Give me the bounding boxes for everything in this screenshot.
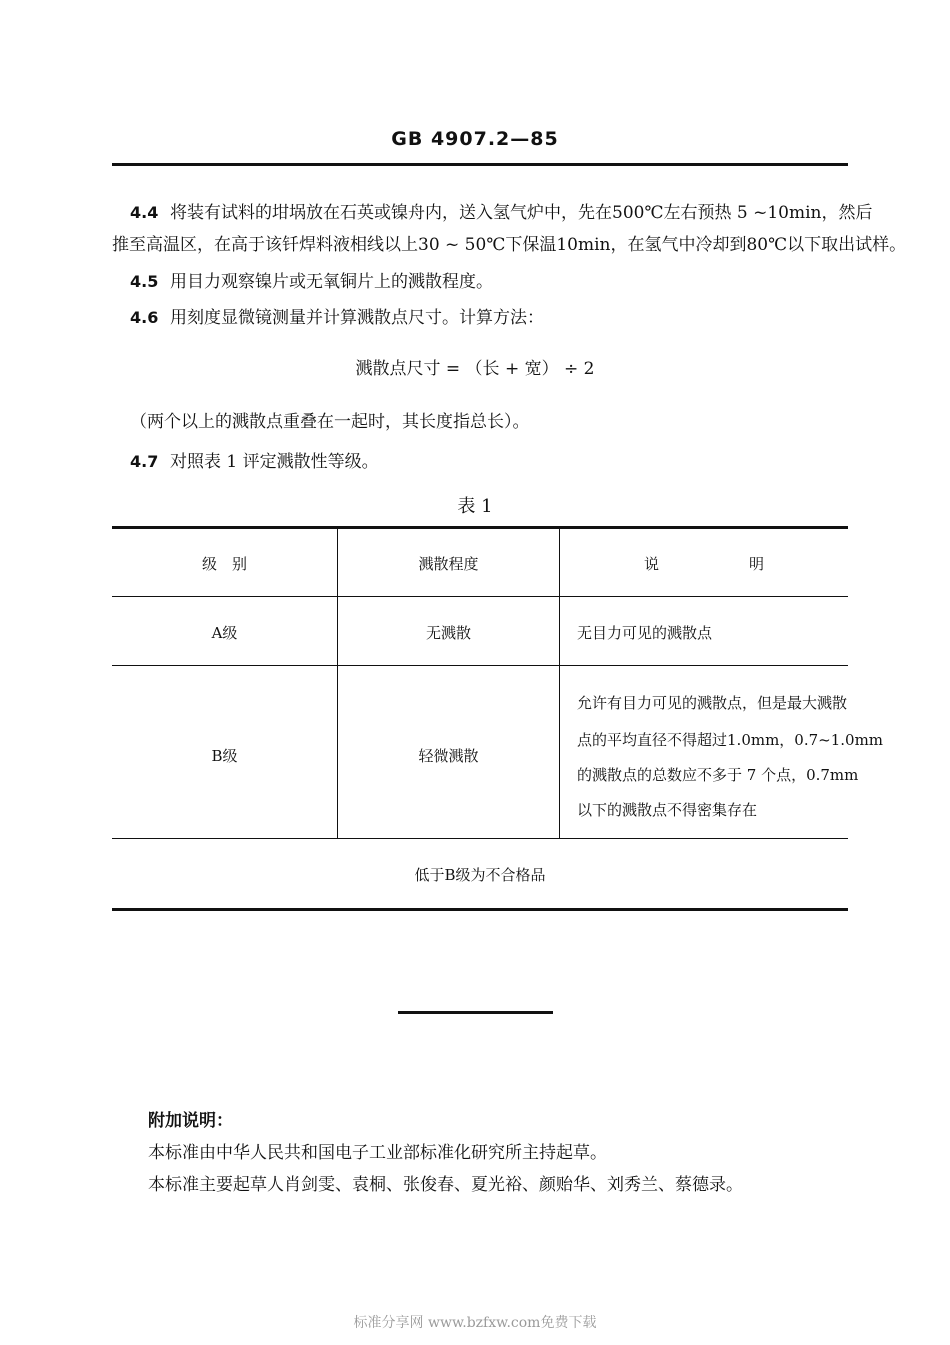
additional-notes-line: 本标准主要起草人肖剑雯、袁桐、张俊春、夏光裕、颜贻华、刘秀兰、蔡德录。 [148, 1175, 743, 1195]
table-top-rule [112, 526, 848, 529]
standard-code: GB 4907.2—85 [391, 128, 559, 150]
table-column-rule [337, 528, 338, 839]
clause-4-6 [130, 301, 544, 335]
row-a-description: 无目力可见的溅散点 [577, 624, 713, 642]
row-b-grade: B级 [211, 747, 238, 765]
table-bottom-rule [112, 908, 848, 911]
header-degree: 溅散程度 [418, 555, 479, 573]
table-column-rule [559, 528, 560, 839]
clause-4-4-continued [112, 229, 906, 262]
table-footer-note: 低于B级为不合格品 [414, 866, 546, 884]
site-watermark: 标准分享网 www.bzfxw.com免费下载 [353, 1315, 597, 1331]
clause-number: 4.5 [130, 272, 159, 291]
clause-text: 推至高温区，在高于该钎焊料液相线以上30 ~ 50℃下保温10min，在氢气中冷却到80℃以下取出试样。 [112, 235, 907, 255]
formula-note: （两个以上的溅散点重叠在一起时，其长度指总长）。 [130, 412, 530, 432]
formula: 溅散点尺寸 = （长 + 宽） ÷ 2 [355, 359, 595, 379]
row-b-description-line: 以下的溅散点不得密集存在 [577, 801, 758, 819]
clause-number: 4.7 [130, 452, 159, 471]
clause-text: 用目力观察镍片或无氧铜片上的溅散程度。 [170, 272, 493, 292]
clause-text: 用刻度显微镜测量并计算溅散点尺寸。计算方法： [170, 308, 544, 328]
clause-4-4 [130, 196, 872, 230]
section-end-rule [398, 1011, 553, 1014]
row-a-grade: A级 [211, 624, 238, 642]
header-description: 说 明 [643, 555, 764, 573]
row-b-description-line: 点的平均直径不得超过1.0mm，0.7~1.0mm [577, 731, 884, 749]
clause-number: 4.6 [130, 308, 159, 327]
clause-text: 将装有试料的坩埚放在石英或镍舟内，送入氢气炉中，先在500℃左右预热 5 ~10min，然后 [170, 203, 873, 223]
header-grade: 级 别 [201, 555, 247, 573]
additional-notes-line: 本标准由中华人民共和国电子工业部标准化研究所主持起草。 [148, 1143, 607, 1163]
row-b-description-line: 允许有目力可见的溅散点，但是最大溅散 [577, 694, 848, 712]
additional-notes [148, 1105, 743, 1201]
table-caption: 表 1 [457, 496, 493, 517]
header-rule [112, 163, 848, 166]
clause-4-7 [130, 445, 379, 479]
row-b-description-line: 的溅散点的总数应不多于 7 个点，0.7mm [577, 766, 859, 784]
table-row-rule [112, 838, 848, 839]
additional-notes-title: 附加说明： [148, 1111, 233, 1131]
row-a-degree: 无溅散 [425, 624, 471, 642]
clause-number: 4.4 [130, 203, 159, 222]
table-header-rule [112, 596, 848, 597]
row-b-degree: 轻微溅散 [418, 747, 479, 765]
clause-4-5 [130, 265, 493, 299]
clause-text: 对照表 1 评定溅散性等级。 [170, 452, 379, 472]
table-row-rule [112, 665, 848, 666]
